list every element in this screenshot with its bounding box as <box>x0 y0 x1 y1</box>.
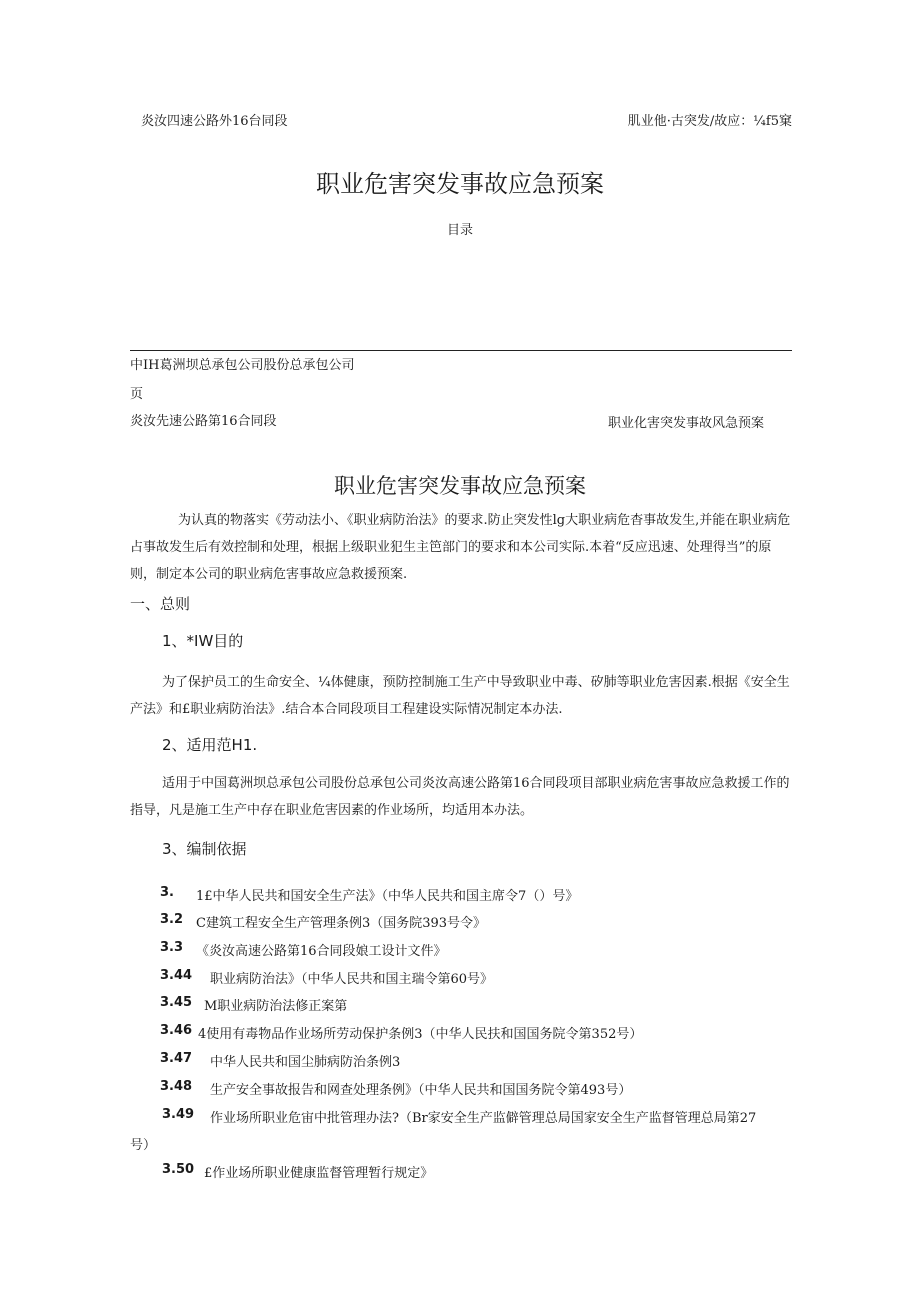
toc-label: 目录 <box>446 223 473 238</box>
ref-number: 3. <box>160 885 174 900</box>
ref-number: 3.48 <box>160 1079 193 1094</box>
ref-number: 3.2 <box>160 912 184 927</box>
page1-header-left: 炎汝四速公路外16台同段 <box>141 114 288 129</box>
ref-text: C建筑工程安全生产管理条例3（国务院393号令》 <box>196 916 487 931</box>
ref-text: 职业病防治法》（中华人民共和国主瑞令第60号》 <box>210 972 494 987</box>
ref-text: 作业场所职业危宙中批管理办法?（Br家安全生产监僻管理总局国家安全生产监督管理总局第27 <box>210 1111 757 1126</box>
page1-title: 职业危害突发事故应急预案 <box>316 170 604 198</box>
ref-number: 3.47 <box>160 1051 193 1066</box>
page2-header-left: 炎汝先速公路第16合同段 <box>130 414 277 429</box>
ref-number: 3.46 <box>160 1023 193 1038</box>
ref-number: 3.45 <box>160 995 193 1010</box>
page2-title: 职业危害突发事故应急预案 <box>334 474 586 498</box>
ref-number: 3.44 <box>160 968 193 983</box>
purpose-paragraph: 为了保护员工的生命安全、¼体健康，预防控制施工生产中导致职业中毒、矽肺等职业危害因素.根据《安全生产法》和£职业病防治法》.结合本合同段项目工程建设实际情况制定本办法. <box>130 675 790 717</box>
ref-text: 4使用有毒物品作业场所劳动保护条例3（中华人民扶和国国务院令第352号） <box>198 1027 643 1042</box>
ref-number: 3.49 <box>162 1107 195 1122</box>
page2-header-right: 职业化害突发事故风急预案 <box>607 416 764 431</box>
ref-text: 中华人民共和国尘肺病防治条例3 <box>210 1055 401 1070</box>
ref-text: £作业场所职业健康监督管理暂行规定》 <box>204 1166 434 1181</box>
ref-text: 生产安全事故报告和网查处理条例》（中华人民共和国国务院令第493号） <box>210 1083 632 1098</box>
scope-paragraph: 适用于中国葛洲坝总承包公司股份总承包公司炎汝高速公路第16合同段项目部职业病危害事故应急救援工作的指导，凡是施工生产中存在职业危害因素的作业场所，均适用本办法。 <box>130 776 790 818</box>
subsection-basis: 3、编制依据 <box>162 840 247 858</box>
subsection-scope: 2、适用范H1. <box>162 736 258 754</box>
page1-footer-company: 中IH葛洲坝总承包公司股份总承包公司 <box>130 358 355 373</box>
ref-text: 1£中华人民共和国安全生产法》（中华人民共和国主席令7（）号》 <box>196 889 579 904</box>
ref-text: 《炎汝高速公路第16合同段娘工设计文件》 <box>196 944 447 959</box>
section-general: 一、总则 <box>130 595 191 613</box>
subsection-purpose: 1、*IW目的 <box>162 632 244 650</box>
ref-number: 3.50 <box>162 1162 195 1177</box>
page1-footer-page: 页 <box>130 387 144 402</box>
ref-text: M职业病防治法修正案第 <box>204 999 348 1014</box>
page-divider <box>130 350 792 351</box>
ref-number: 3.3 <box>160 940 184 955</box>
ref-continuation: 号） <box>130 1138 157 1153</box>
intro-paragraph: 为认真的物落实《劳动法小、《职业病防治法》的要求.防止突发性lg大职业病危杳事故发生,并能在职业病危占事故发生后有效控制和处理，根据上级职业犯生主笆部门的要求和本公司实际.本着“反应迅速、处理得当”的原则，制定本公司的职业病危害事故应急救援预案. <box>130 513 791 582</box>
page1-header-right: 肌业他·古突发/故应：¼f5窠 <box>627 114 792 129</box>
